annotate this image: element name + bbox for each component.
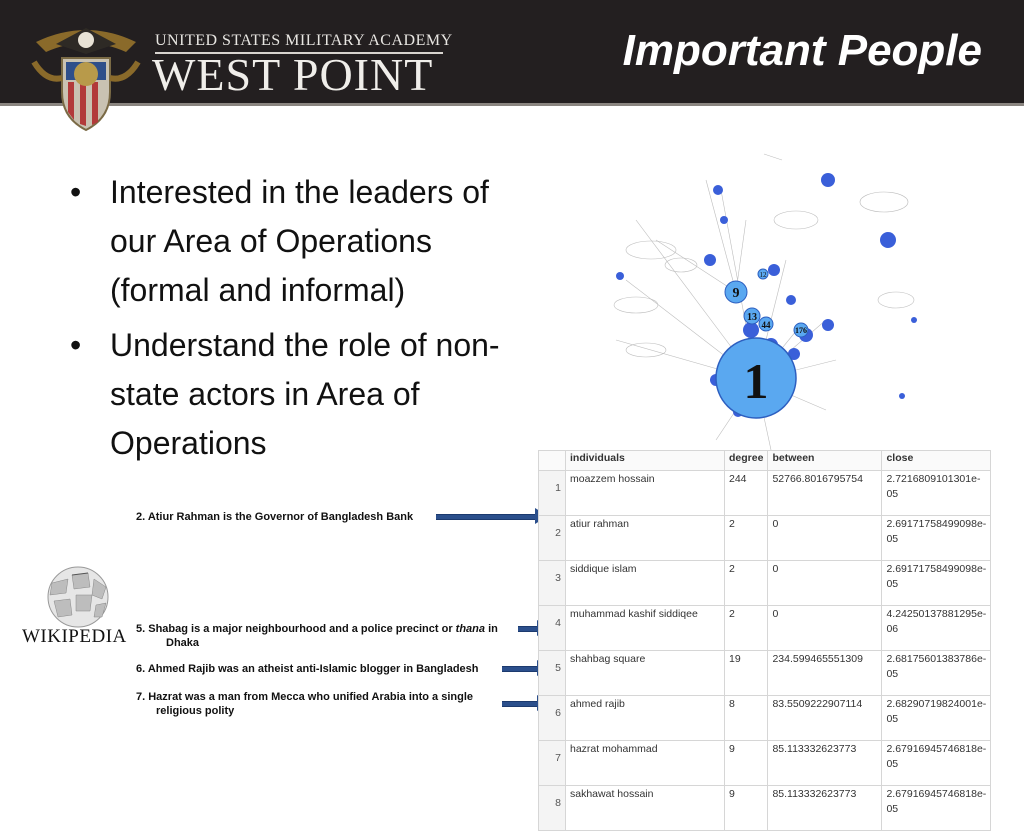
close-exponent: 05 — [886, 668, 899, 680]
table-row — [539, 696, 991, 741]
cell-between: 85.113332623773 — [768, 741, 882, 786]
node-label: 9 — [732, 286, 740, 301]
node-label: 176 — [795, 326, 807, 335]
cell-degree: 244 — [725, 471, 768, 516]
table-row — [539, 561, 991, 606]
close-value: 2.68175601383786e- — [886, 653, 987, 665]
arrow-7 — [502, 701, 538, 707]
row-index: 5 — [539, 651, 566, 696]
bullet-item — [70, 321, 530, 468]
close-exponent: 05 — [886, 578, 899, 590]
arrow-6 — [502, 666, 538, 672]
row-index: 6 — [539, 696, 566, 741]
cell-between: 0 — [768, 516, 882, 561]
cell-degree: 19 — [725, 651, 768, 696]
close-exponent: 05 — [886, 803, 899, 815]
close-value: 2.68290719824001e- — [886, 698, 987, 710]
cell-close — [882, 741, 991, 786]
note-text: 2. Atiur Rahman is the Governor of Bangladesh Bank — [136, 511, 414, 523]
row-index: 3 — [539, 561, 566, 606]
close-value: 2.69171758499098e- — [886, 563, 987, 575]
cell-individual: sakhawat hossain — [566, 786, 725, 831]
column-header: individuals — [566, 451, 725, 471]
arrow-2 — [436, 514, 536, 520]
note-text: Dhaka — [166, 637, 200, 649]
note-text: religious polity — [156, 705, 235, 717]
cell-close — [882, 606, 991, 651]
column-header: between — [768, 451, 882, 471]
close-value: 2.67916945746818e- — [886, 788, 987, 800]
cell-close — [882, 516, 991, 561]
wikipedia-wordmark: WIKIPEDIA — [22, 626, 127, 647]
academy-name: UNITED STATES MILITARY ACADEMY — [155, 32, 453, 49]
note-5 — [136, 622, 516, 650]
note-text: 6. Ahmed Rajib was an atheist anti-Islamic blogger in Bangladesh — [136, 663, 479, 675]
cell-degree: 2 — [725, 561, 768, 606]
cell-between: 83.5509222907114 — [768, 696, 882, 741]
cell-close — [882, 696, 991, 741]
table-row — [539, 516, 991, 561]
column-header: close — [882, 451, 991, 471]
cell-degree: 8 — [725, 696, 768, 741]
table-row — [539, 471, 991, 516]
bullet-dot: • — [70, 327, 82, 363]
node-label: 1 — [743, 353, 769, 409]
cell-degree: 9 — [725, 786, 768, 831]
table-row — [539, 786, 991, 831]
cell-individual: moazzem hossain — [566, 471, 725, 516]
column-header: degree — [725, 451, 768, 471]
centrality-table — [538, 450, 991, 831]
note-2 — [136, 510, 413, 524]
cell-degree: 2 — [725, 606, 768, 651]
close-exponent: 05 — [886, 713, 899, 725]
west-point-crest-logo — [26, 22, 146, 132]
table-header-row — [539, 451, 991, 471]
cell-between: 52766.8016795754 — [768, 471, 882, 516]
cell-close — [882, 561, 991, 606]
close-value: 2.69171758499098e- — [886, 518, 987, 530]
cell-individual: ahmed rajib — [566, 696, 725, 741]
cell-close — [882, 651, 991, 696]
cell-individual: muhammad kashif siddiqee — [566, 606, 725, 651]
close-exponent: 05 — [886, 533, 899, 545]
bullet-text: Understand the role of non-state actors in Area of Operations — [110, 327, 500, 461]
cell-between: 0 — [768, 606, 882, 651]
header-divider — [0, 103, 1024, 106]
row-index: 1 — [539, 471, 566, 516]
cell-degree: 2 — [725, 516, 768, 561]
row-index: 2 — [539, 516, 566, 561]
cell-between: 234.599465551309 — [768, 651, 882, 696]
social-network-graph — [596, 150, 936, 450]
table-row — [539, 741, 991, 786]
close-exponent: 05 — [886, 488, 899, 500]
slide-title: Important People — [622, 26, 982, 75]
note-6 — [136, 662, 479, 676]
cell-between: 0 — [768, 561, 882, 606]
table-row — [539, 606, 991, 651]
note-7 — [136, 690, 473, 718]
cell-between: 85.113332623773 — [768, 786, 882, 831]
row-index: 4 — [539, 606, 566, 651]
bullet-list — [70, 168, 530, 474]
cell-degree: 9 — [725, 741, 768, 786]
table-row — [539, 651, 991, 696]
bullet-text: Interested in the leaders of our Area of Operations (formal and informal) — [110, 174, 489, 308]
close-exponent: 06 — [886, 623, 899, 635]
note-text: in — [485, 623, 498, 635]
bullet-item — [70, 168, 530, 315]
node-label: 13 — [747, 312, 757, 323]
note-text: 7. Hazrat was a man from Mecca who unified Arabia into a single — [136, 691, 474, 703]
cell-individual: shahbag square — [566, 651, 725, 696]
bullet-dot: • — [70, 174, 82, 210]
cell-individual: hazrat mohammad — [566, 741, 725, 786]
row-index: 7 — [539, 741, 566, 786]
row-index: 8 — [539, 786, 566, 831]
arrow-5 — [518, 626, 538, 632]
cell-close — [882, 471, 991, 516]
close-value: 2.67916945746818e- — [886, 743, 987, 755]
node-label: 44 — [761, 320, 771, 330]
cell-individual: siddique islam — [566, 561, 725, 606]
note-text: 5. Shabag is a major neighbourhood and a police precinct or — [136, 623, 456, 635]
row-index-header — [539, 451, 566, 471]
note-italic: thana — [455, 623, 486, 635]
close-value: 4.24250137881295e- — [886, 608, 987, 620]
node-label: 12 — [759, 271, 767, 279]
cell-close — [882, 786, 991, 831]
close-exponent: 05 — [886, 758, 899, 770]
close-value: 2.7216809101301e- — [886, 473, 981, 485]
cell-individual: atiur rahman — [566, 516, 725, 561]
west-point-wordmark: WEST POINT — [152, 49, 434, 100]
